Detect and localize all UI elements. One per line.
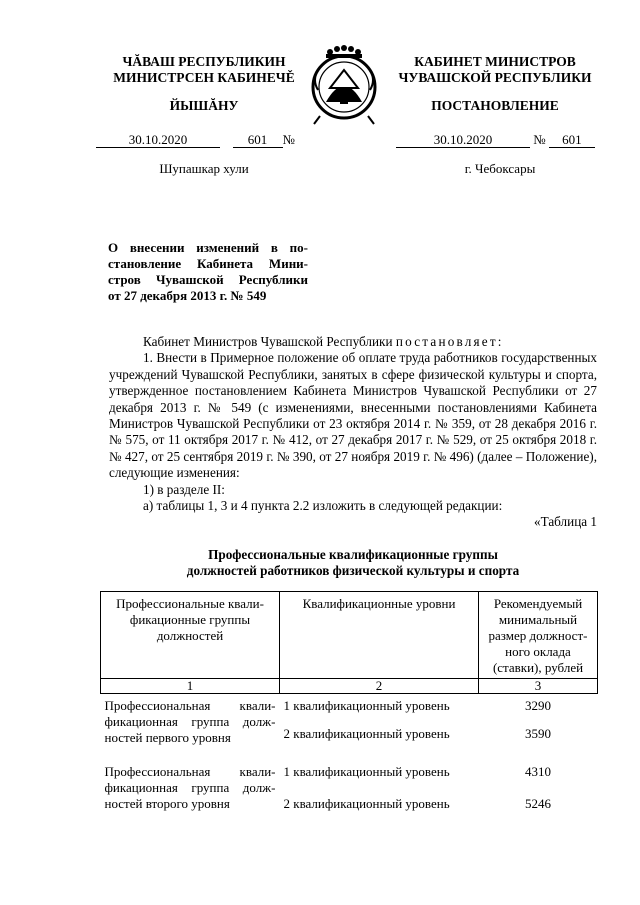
org-name-chuvash-line1: ЧĂВАШ РЕСПУБЛИКИН bbox=[122, 54, 286, 69]
preamble bbox=[109, 334, 597, 350]
org-name-chuvash bbox=[100, 54, 308, 86]
document-body bbox=[109, 334, 597, 531]
salary-value: 4310 bbox=[525, 764, 551, 779]
doc-date-chuvash: 30.10.2020 bbox=[96, 132, 220, 148]
table-title-line2: должностей работников физической культуры и спорта bbox=[186, 563, 520, 578]
column-number-row bbox=[101, 679, 598, 694]
salary-value: 3590 bbox=[525, 726, 551, 741]
table-reference: «Таблица 1 bbox=[534, 514, 597, 530]
org-name-russian-line2: ЧУВАШСКОЙ РЕСПУБЛИКИ bbox=[398, 70, 592, 85]
city-russian: г. Чебоксары bbox=[464, 161, 536, 176]
item-1: 1) в разделе II: bbox=[143, 481, 225, 497]
doc-date-number-russian bbox=[396, 132, 595, 148]
group-name: Профессиональная квали-фикационная группа долж-ностей второго уровня bbox=[104, 764, 276, 811]
salary-value: 5246 bbox=[525, 796, 551, 811]
table-title-line1: Профессиональные квалификационные группы bbox=[208, 547, 498, 562]
document-subject bbox=[108, 240, 308, 304]
column-number: 1 bbox=[101, 679, 280, 694]
preamble-start: Кабинет Министров Чувашской Республики bbox=[143, 334, 393, 349]
doc-date-number-chuvash bbox=[96, 132, 295, 148]
paragraph-1: 1. Внести в Примерное положение об оплате труда работников государственных учреждений Чувашской Республики, занятых в сфере физической культуры и спорта, утвержденное постановлением Кабинета Министров Чувашской Республики от 27 декабря 2013 г. № 549 (с изменениями, внесенными постановлениями Кабинета Министров Чувашской Республики от 23 октября 2014 г. № 359, от 28 декабря 2016 г. № 575, от 11 октября 2017 г. № 412, от 27 декабря 2017 г. № 529, от 25 октября 2018 г. № 427, от 25 сентября 2019 г. № 390, от 27 ноября 2019 г. № 496) (далее – Положение), следующие изменения: bbox=[109, 350, 597, 481]
org-name-russian bbox=[388, 54, 602, 86]
subject-line-3: стров Чувашской Республики bbox=[108, 272, 308, 287]
table-header-row bbox=[101, 592, 598, 679]
doc-number-chuvash: 601 bbox=[233, 132, 283, 148]
qualification-level: 2 квалификационный уровень bbox=[283, 726, 450, 741]
org-name-russian-line1: КАБИНЕТ МИНИСТРОВ bbox=[414, 54, 576, 69]
doc-date-russian: 30.10.2020 bbox=[396, 132, 530, 148]
subject-line-2: становление Кабинета Мини- bbox=[108, 256, 308, 271]
city-chuvash: Шупашкар хули bbox=[159, 161, 249, 176]
subject-line-1: О внесении изменений в по- bbox=[108, 240, 308, 255]
preamble-decree: постановляет: bbox=[395, 334, 504, 349]
qualification-level: 1 квалификационный уровень bbox=[283, 698, 450, 713]
chuvashia-coat-of-arms-icon bbox=[300, 40, 388, 128]
item-a: а) таблицы 1, 3 и 4 пункта 2.2 изложить в следующей редакции: bbox=[143, 498, 503, 514]
org-name-chuvash-line2: МИНИСТРСЕН КАБИНЕЧĚ bbox=[113, 70, 295, 85]
doc-type-russian: ПОСТАНОВЛЕНИЕ bbox=[431, 98, 559, 113]
salary-value: 3290 bbox=[525, 698, 551, 713]
table-row bbox=[101, 694, 598, 727]
table-row bbox=[101, 764, 598, 796]
subject-line-4: от 27 декабря 2013 г. № 549 bbox=[108, 288, 267, 303]
column-number: 3 bbox=[479, 679, 598, 694]
doc-type-chuvash: ЙЫШĂНУ bbox=[169, 98, 239, 113]
doc-number-russian: 601 bbox=[549, 132, 595, 148]
column-number: 2 bbox=[280, 679, 479, 694]
number-sign-chuvash: № bbox=[282, 132, 295, 147]
table-title bbox=[109, 547, 597, 579]
qualification-level: 1 квалификационный уровень bbox=[283, 764, 450, 779]
header-salary: Рекомендуемый минимальный размер должност-ного оклада (ставки), рублей bbox=[479, 592, 598, 679]
qualification-table bbox=[100, 591, 598, 812]
qualification-level: 2 квалификационный уровень bbox=[283, 796, 450, 811]
header-levels: Квалификационные уровни bbox=[280, 592, 479, 679]
group-name: Профессиональная квали-фикационная группа долж-ностей первого уровня bbox=[104, 698, 276, 745]
header-groups: Профессиональные квали-фикационные группы должностей bbox=[101, 592, 280, 679]
number-sign-russian: № bbox=[533, 132, 546, 147]
